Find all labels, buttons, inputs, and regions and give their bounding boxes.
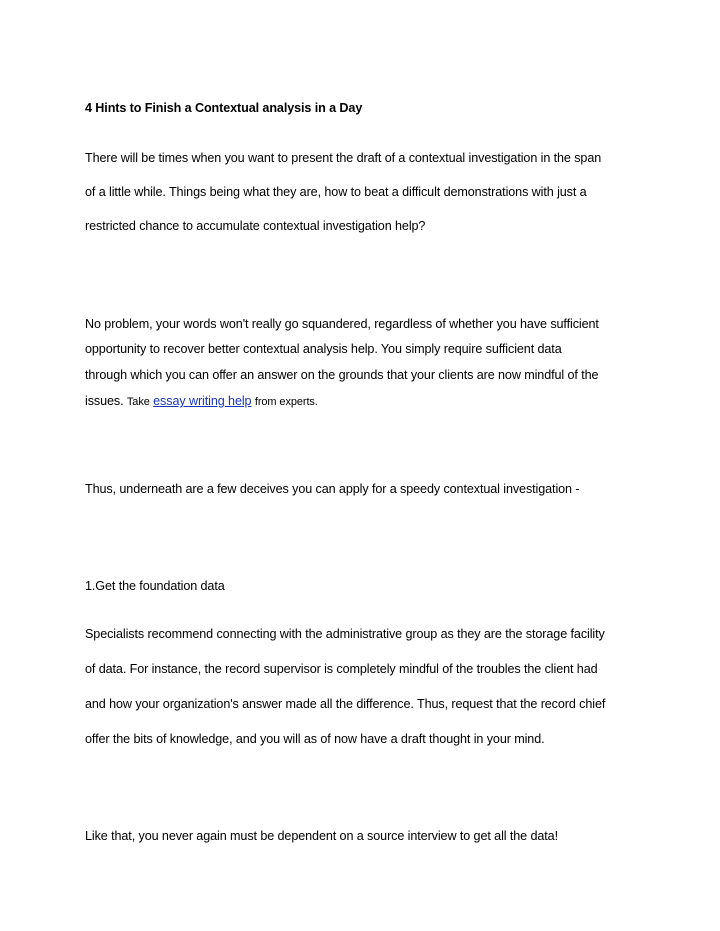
paragraph-2-suffix-text: from experts. xyxy=(254,396,318,408)
essay-writing-help-link[interactable]: essay writing help xyxy=(153,394,252,408)
section-heading-1: 1.Get the foundation data xyxy=(85,579,225,593)
paragraph-4-line-3: and how your organization's answer made all the difference. Thus, request that the record chief xyxy=(85,697,606,711)
paragraph-2-take-text: Take xyxy=(126,396,150,408)
paragraph-5: Like that, you never again must be dependent on a source interview to get all the data! xyxy=(85,829,558,843)
paragraph-2-line-4 xyxy=(85,393,318,410)
paragraph-2-line-2: opportunity to recover better contextual analysis help. You simply require sufficient data xyxy=(85,342,562,356)
paragraph-2-line-1: No problem, your words won't really go squandered, regardless of whether you have sufficient xyxy=(85,317,599,331)
document-title: 4 Hints to Finish a Contextual analysis in a Day xyxy=(85,101,363,115)
paragraph-4-line-4: offer the bits of knowledge, and you will as of now have a draft thought in your mind. xyxy=(85,732,545,746)
paragraph-4-line-1: Specialists recommend connecting with the administrative group as they are the storage facility xyxy=(85,627,605,641)
paragraph-2-line-3: through which you can offer an answer on the grounds that your clients are now mindful of the xyxy=(85,368,599,382)
paragraph-1-line-2: of a little while. Things being what they are, how to beat a difficult demonstrations with just a xyxy=(85,185,587,199)
paragraph-4-line-2: of data. For instance, the record supervisor is completely mindful of the troubles the client had xyxy=(85,662,598,676)
paragraph-3: Thus, underneath are a few deceives you can apply for a speedy contextual investigation - xyxy=(85,482,580,496)
paragraph-2-issues-text: issues. xyxy=(85,394,124,408)
paragraph-1-line-3: restricted chance to accumulate contextual investigation help? xyxy=(85,219,426,233)
paragraph-1-line-1: There will be times when you want to present the draft of a contextual investigation in the span xyxy=(85,151,602,165)
